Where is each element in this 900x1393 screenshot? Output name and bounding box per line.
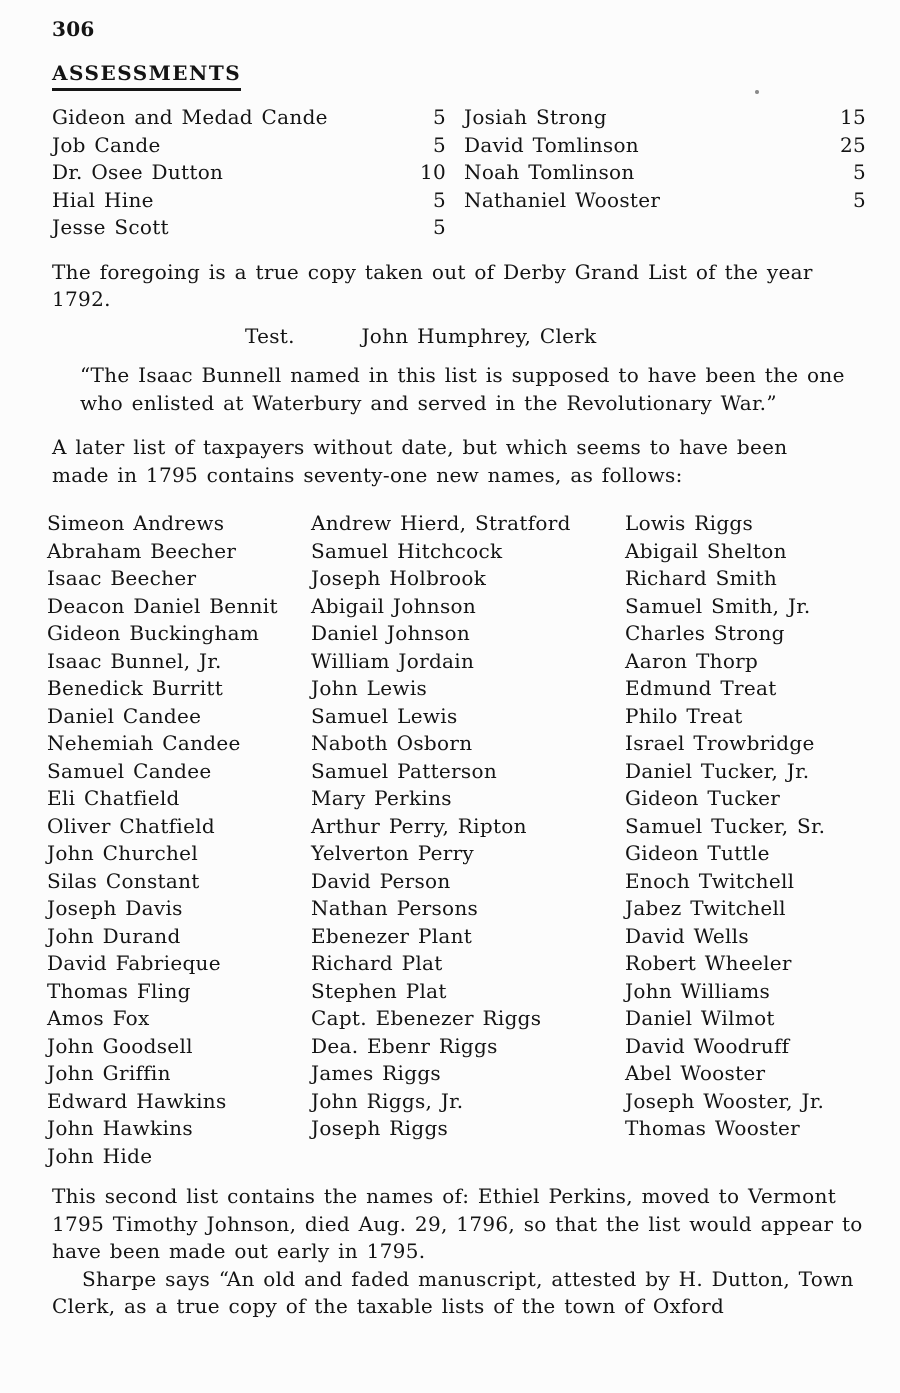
list-item: David Woodruff	[625, 1033, 790, 1058]
assessments-right-column	[464, 104, 866, 242]
list-item: Abel Wooster	[625, 1061, 766, 1085]
list-item: Dea. Ebenr Riggs	[311, 1033, 498, 1058]
list-item: William Jordain	[311, 648, 475, 673]
list-item: Robert Wheeler	[625, 951, 792, 975]
assessments-left-column	[52, 104, 446, 242]
clerk-name: John Humphrey, Clerk	[361, 323, 597, 348]
list-item: Abigail Johnson	[311, 593, 477, 618]
list-item: Jabez Twitchell	[625, 896, 786, 920]
assessment-row	[52, 187, 446, 215]
assessment-value: 5	[432, 187, 447, 212]
assessment-name: David Tomlinson	[464, 132, 639, 157]
assessments-table	[52, 104, 866, 242]
list-item: Gideon Tuttle	[625, 841, 770, 865]
list-item: Amos Fox	[47, 1006, 150, 1030]
test-label: Test.	[245, 323, 295, 348]
list-item: Deacon Daniel Bennit	[47, 593, 278, 618]
list-item: Gideon Tucker	[625, 786, 781, 810]
assessment-row	[52, 159, 446, 187]
assessment-row	[464, 132, 866, 160]
list-item: David Wells	[625, 923, 749, 948]
list-item: John Lewis	[311, 676, 428, 700]
list-item: John Durand	[47, 923, 181, 948]
list-item: Eli Chatfield	[47, 786, 180, 810]
taxpayer-name-columns	[47, 510, 866, 1170]
list-item: Edward Hawkins	[47, 1088, 227, 1113]
list-item: Daniel Wilmot	[625, 1006, 775, 1030]
assessment-value: 5	[432, 215, 447, 239]
page-number: 306	[52, 17, 95, 41]
list-item: Israel Trowbridge	[625, 731, 815, 755]
attestation-line	[52, 323, 866, 351]
list-item: Silas Constant	[47, 868, 200, 893]
list-item: Philo Treat	[625, 703, 743, 728]
assessment-name: Dr. Osee Dutton	[52, 160, 224, 184]
list-item: Daniel Candee	[47, 703, 202, 728]
assessment-row	[464, 187, 866, 215]
list-item: Richard Smith	[625, 566, 778, 590]
list-item: Abraham Beecher	[47, 538, 237, 563]
list-item: David Person	[311, 868, 451, 893]
assessment-name: Josiah Strong	[464, 105, 607, 129]
assessment-value: 15	[839, 105, 866, 129]
list-item: James Riggs	[311, 1061, 441, 1085]
assessment-row	[464, 159, 866, 187]
list-item: Samuel Smith, Jr.	[625, 593, 811, 618]
assessment-row	[52, 214, 446, 242]
list-item: Naboth Osborn	[311, 731, 473, 755]
assessment-value: 25	[839, 132, 866, 157]
list-item: Samuel Hitchcock	[311, 538, 503, 563]
paragraph-second-list: This second list contains the names of: Ethiel Perkins, moved to Vermont 1795 Timothy Johnson, died Aug. 29, 1796, so that the list would appear to have been made out early in 1795.	[52, 1184, 863, 1263]
list-item: Edmund Treat	[625, 676, 777, 700]
paragraph-sharpe: Sharpe says “An old and faded manuscript, attested by H. Dutton, Town Clerk, as a true copy of the taxable lists of the town of Oxford	[52, 1266, 854, 1318]
list-item: Joseph Davis	[47, 896, 183, 920]
assessment-row	[464, 104, 866, 132]
assessment-value: 10	[419, 160, 447, 184]
list-item: Ebenezer Plant	[311, 923, 473, 948]
list-item: Isaac Bunnel, Jr.	[47, 648, 222, 673]
list-item: Gideon Buckingham	[47, 621, 260, 645]
scan-artifact-dot	[755, 90, 759, 94]
assessment-value: 5	[432, 132, 447, 157]
list-item: John Hawkins	[47, 1116, 193, 1140]
list-item: Nathan Persons	[311, 896, 479, 920]
list-item: John Goodsell	[47, 1033, 193, 1058]
list-item: Richard Plat	[311, 951, 443, 975]
assessment-name: Hial Hine	[52, 187, 154, 212]
list-item: Oliver Chatfield	[47, 813, 216, 838]
list-item: John Griffin	[47, 1061, 171, 1085]
list-item: Aaron Thorp	[625, 648, 759, 673]
list-item: Samuel Tucker, Sr.	[625, 813, 826, 838]
list-item: Joseph Wooster, Jr.	[625, 1088, 825, 1113]
list-item: John Riggs, Jr.	[311, 1088, 464, 1113]
name-column-1	[47, 510, 311, 1170]
list-item: Stephen Plat	[311, 978, 447, 1003]
assessment-name: Gideon and Medad Cande	[52, 105, 328, 129]
list-item: Charles Strong	[625, 621, 785, 645]
assessment-row	[52, 104, 446, 132]
assessment-value: 5	[852, 160, 866, 184]
list-item: Yelverton Perry	[311, 841, 475, 865]
list-item: John Williams	[625, 978, 771, 1003]
assessment-name: Jesse Scott	[52, 215, 169, 239]
paragraph-foregoing: The foregoing is a true copy taken out of Derby Grand List of the year 1792.	[52, 259, 813, 311]
assessment-value: 5	[432, 105, 447, 129]
list-item: Samuel Patterson	[311, 758, 497, 783]
list-item: John Hide	[47, 1143, 153, 1168]
list-item: Daniel Tucker, Jr.	[625, 758, 810, 783]
assessment-name: Nathaniel Wooster	[464, 187, 661, 212]
list-item: Abigail Shelton	[625, 538, 787, 563]
list-item: Isaac Beecher	[47, 566, 197, 590]
name-column-2	[311, 510, 625, 1170]
list-item: Thomas Wooster	[625, 1116, 800, 1140]
name-column-3	[625, 510, 861, 1170]
list-item: Samuel Candee	[47, 758, 212, 783]
list-item: Joseph Holbrook	[311, 566, 487, 590]
list-item: Simeon Andrews	[47, 511, 225, 535]
list-item: Andrew Hierd, Stratford	[311, 511, 571, 535]
list-item: John Churchel	[47, 841, 199, 865]
paragraph-quote: “The Isaac Bunnell named in this list is supposed to have been the one who enlisted at Waterbury and served in the Revolutionary War.”	[80, 363, 845, 415]
list-item: Nehemiah Candee	[47, 731, 241, 755]
list-item: David Fabrieque	[47, 951, 221, 975]
list-item: Thomas Fling	[47, 978, 191, 1003]
list-item: Arthur Perry, Ripton	[311, 813, 527, 838]
list-item: Mary Perkins	[311, 786, 452, 810]
list-item: Capt. Ebenezer Riggs	[311, 1006, 542, 1030]
list-item: Lowis Riggs	[625, 511, 754, 535]
assessment-value: 5	[852, 187, 866, 212]
assessment-name: Job Cande	[52, 132, 161, 157]
list-item: Samuel Lewis	[311, 703, 458, 728]
list-item: Benedick Burritt	[47, 676, 224, 700]
list-item: Joseph Riggs	[311, 1116, 449, 1140]
list-item: Enoch Twitchell	[625, 868, 795, 893]
assessment-name: Noah Tomlinson	[464, 160, 635, 184]
paragraph-later-list: A later list of taxpayers without date, but which seems to have been made in 1795 contains seventy-one new names, as follows:	[52, 435, 788, 487]
page-title: ASSESSMENTS	[52, 60, 241, 92]
list-item: Daniel Johnson	[311, 621, 471, 645]
assessment-row	[52, 132, 446, 160]
